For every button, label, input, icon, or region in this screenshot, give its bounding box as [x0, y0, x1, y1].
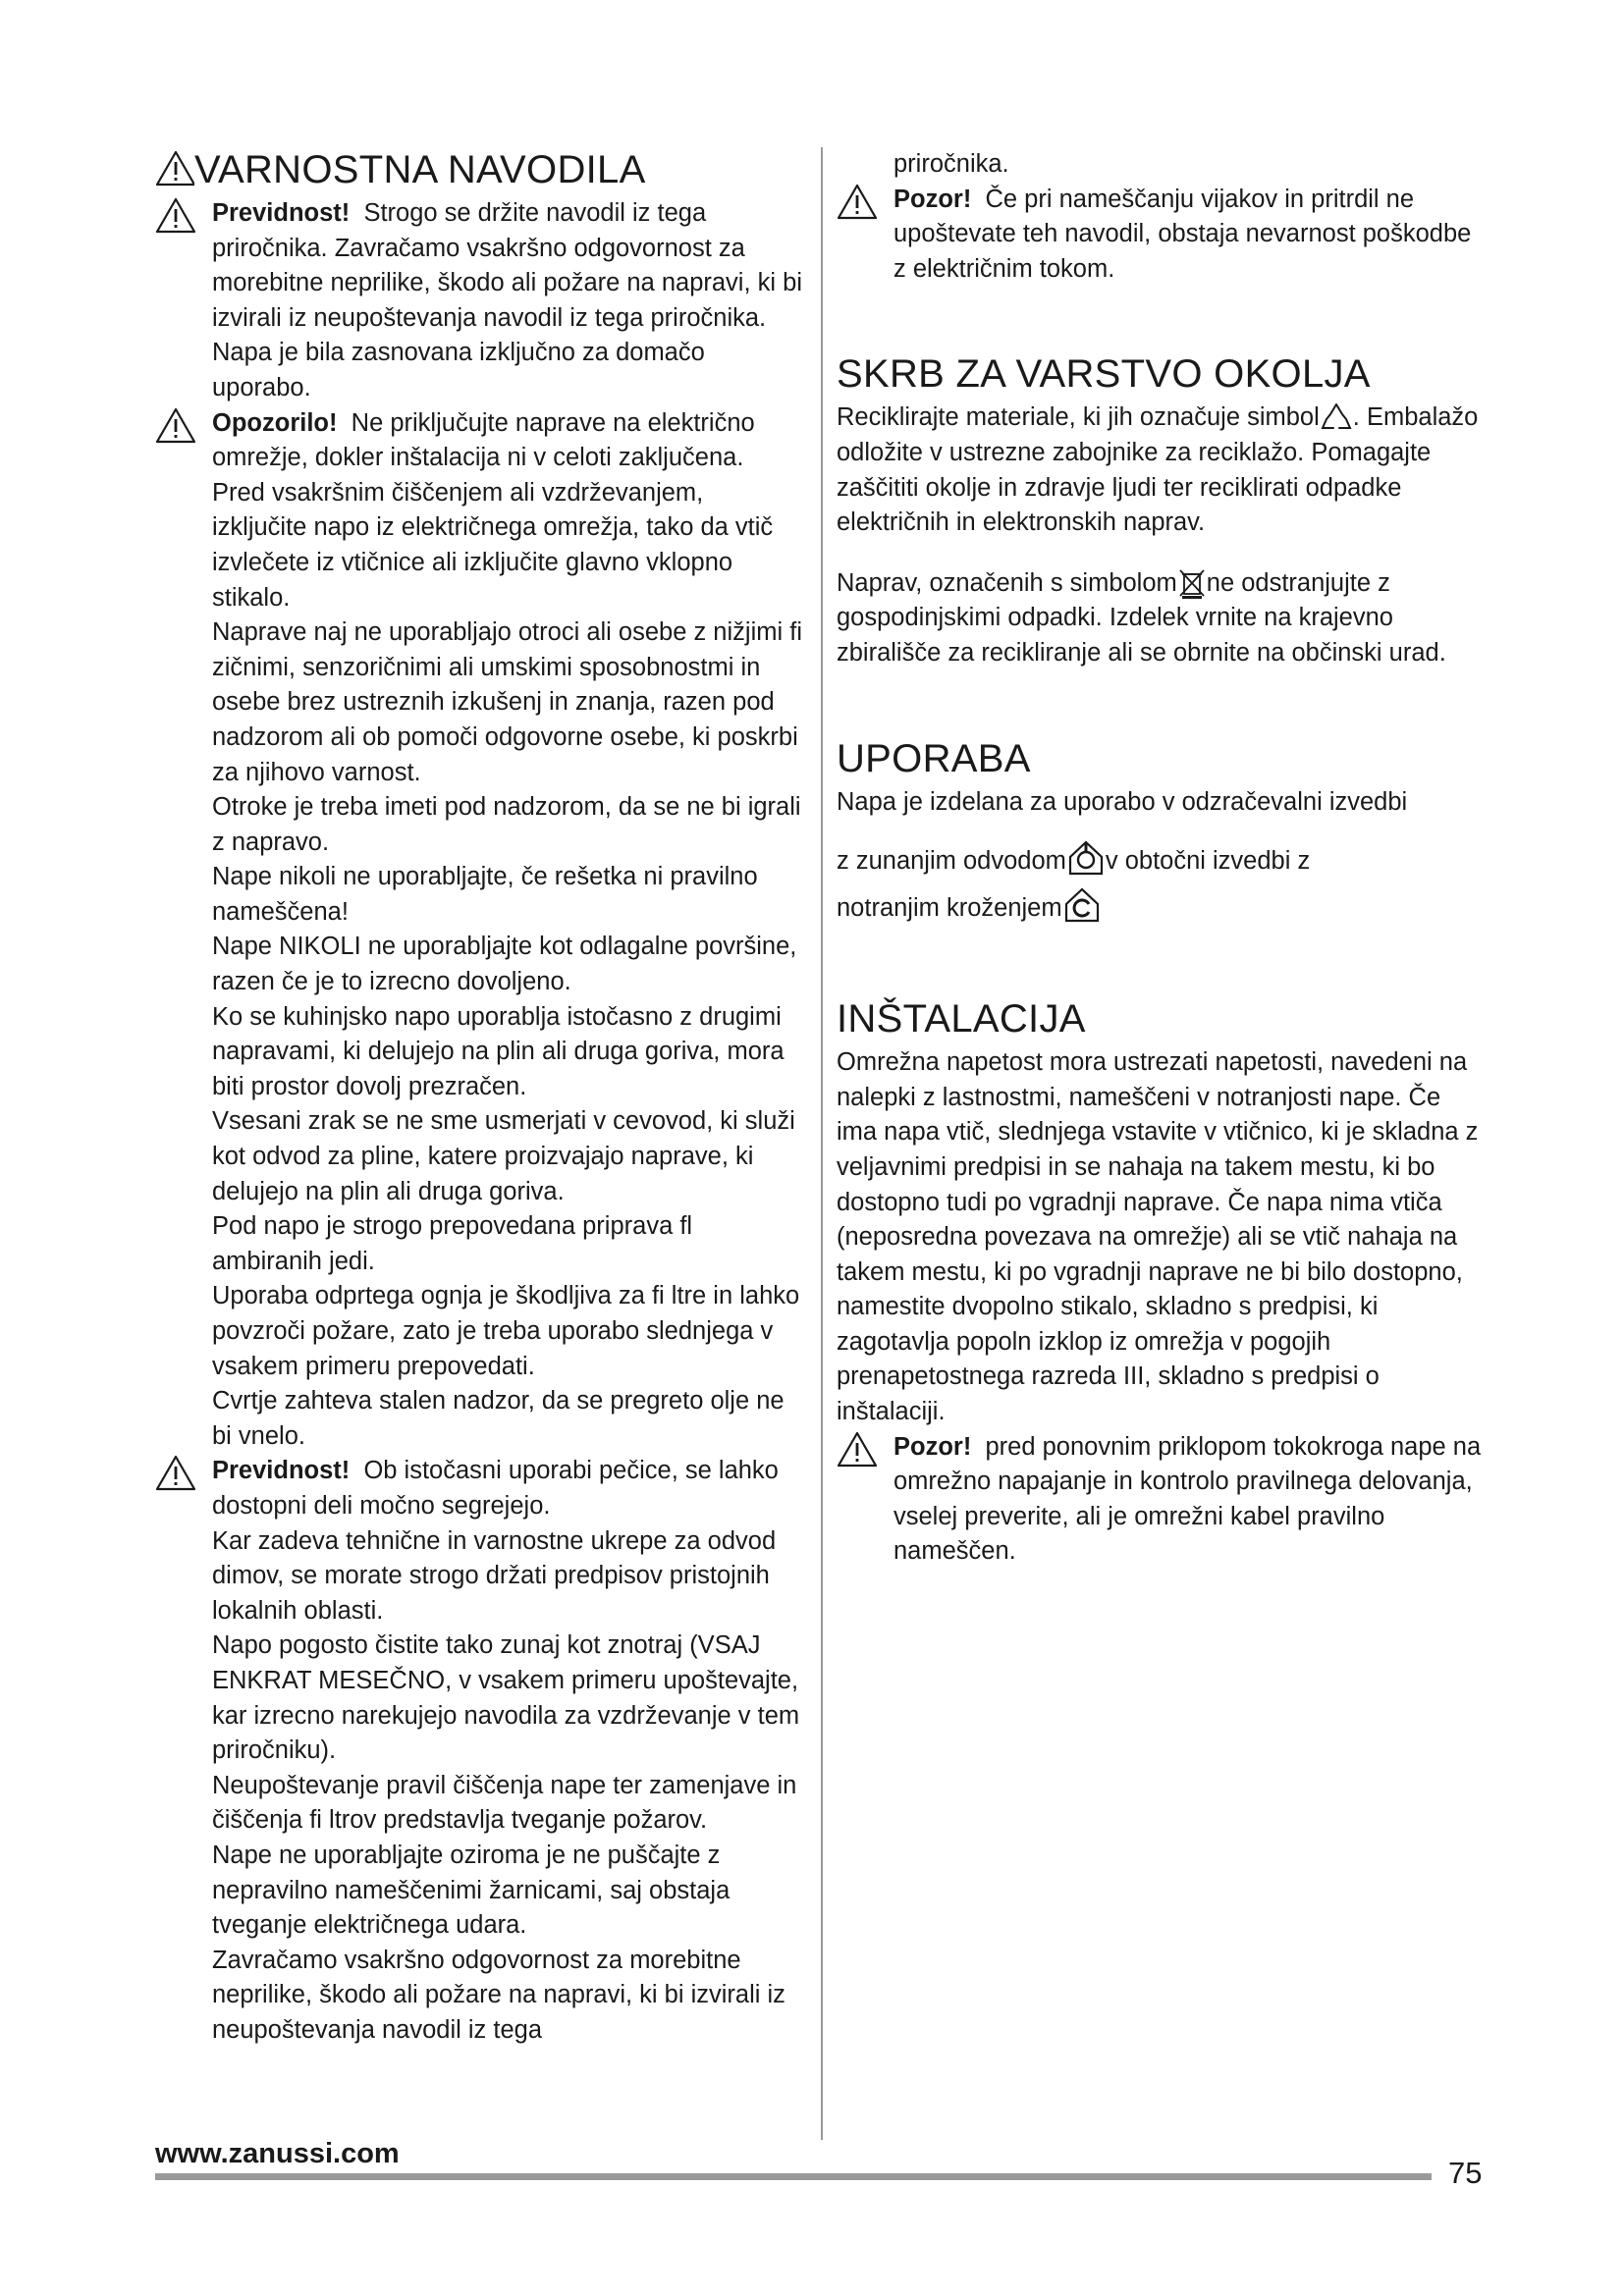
paragraph: Vsesani zrak se ne sme usmerjati v cevovod, ki služi kot odvod za pline, katere proizvajajo naprave, ki delujejo na plin ali druga goriva.: [212, 1107, 795, 1205]
installation-paragraph: Omrežna napetost mora ustrezati napetosti, navedeni na nalepki z lastnostmi, nameščeni v notranjosti nape. Če ima napa vtič, slednjega vstavite v vtičnico, ki je skladna z veljavnimi predpisi in se nahaja na takem mestu, ki bo dostopno tudi po vgradnji naprave. Če napa nima vtiča (neposredna povezava na omrežje) ali se vtič nahaja na takem mestu, ki po vgradnji naprave ne bi bilo dostopno, namestite dvopolno stikalo, skladno s predpisi, ki zagotavlja popoln izklop iz omrežja v pogojih prenapetostnega razreda III, skladno s predpisi o inštalaciji.: [837, 1048, 1479, 1426]
attention-text: pred ponovnim priklopom tokokroga nape na omrežno napajanje in kontrolo pravilnega delovanja, vselej preverite, ali je omrežni kabel pravilno nameščen.: [893, 1432, 1482, 1566]
caution-text: Ob istočasni uporabi pečice, se lahko dostopni deli močno segrejejo.: [212, 1457, 779, 1520]
caution-note-oven: [155, 1454, 803, 1523]
external-exhaust-icon: [1066, 837, 1106, 877]
attention-keyword: Pozor!: [893, 1432, 972, 1461]
section-title-usage: UPORABA: [837, 736, 1031, 780]
continued-text: priročnika.: [893, 150, 1009, 178]
usage-line-1: Napa je izdelana za uporabo v odzračevalni izvedbi: [837, 787, 1408, 816]
usage-line-2: z zunanjim odvodom v obtočni izvedbi z: [837, 837, 1485, 884]
section-title-installation: INŠTALACIJA: [837, 997, 1086, 1041]
attention-note: [837, 183, 1485, 288]
caution-keyword: Previdnost!: [212, 1457, 351, 1485]
recycle-icon: [1320, 401, 1353, 433]
warning-icon: [155, 149, 194, 187]
caution-text: Strogo se držite navodil iz tega priročnika. Zavračamo vsakršno odgovornost za morebitne neprilike, škodo ali požare na napravi, ki bi izvirali iz neupoštevanja navodil iz tega priročnika. Napa je bila zasnovana izključno za domačo uporabo.: [212, 199, 802, 401]
warning-icon: [155, 406, 196, 444]
safety-paragraphs: [155, 615, 803, 1454]
caution-note: [155, 196, 803, 406]
footer-rule: [155, 2173, 1432, 2180]
section-title-environment: SKRB ZA VARSTVO OKOLJA: [837, 352, 1371, 397]
paragraph: Kar zadeva tehnične in varnostne ukrepe za odvod dimov, se morate strogo držati predpisov pristojnih lokalnih oblasti.: [212, 1526, 777, 1625]
paragraph: Zavračamo vsakršno odgovornost za morebitne neprilike, škodo ali požare na napravi, ki bi izvirali iz neupoštevanja navodil iz tega: [212, 1946, 785, 2044]
paragraph: Naprave naj ne uporabljajo otroci ali osebe z nižjimi fi zičnimi, senzoričnimi ali umskimi sposobnostmi in osebe brez ustreznih izkušenj in znanja, razen pod nadzorom ali ob pomoči odgovorne osebe, ki poskrbi za njihovo varnost.: [212, 618, 802, 786]
attention-keyword: Pozor!: [893, 185, 972, 213]
left-column: [155, 147, 803, 2048]
right-column: [837, 147, 1485, 1570]
warning-text: Ne priključujte naprave na električno omrežje, dokler inštalacija ni v celoti zaključena. Pred vsakršnim čiščenjem ali vzdrževanjem, izključite napo iz električnega omrežja, tako da vtič izvlečete iz vtičnice ali izključite glavno vklopno stikalo.: [212, 408, 774, 612]
caution-keyword: Previdnost!: [212, 199, 351, 227]
paragraph: Uporaba odprtega ognja je škodljiva za fi ltre in lahko povzroči požare, zato je treba uporabo slednjega v vsakem primeru prepovedati.: [212, 1282, 800, 1380]
paragraph: Ko se kuhinjsko napo uporablja istočasno z drugimi napravami, ki delujejo na plin ali druga goriva, mora biti prostor dovolj prezračen.: [212, 1002, 785, 1100]
footer-website-link[interactable]: www.zanussi.com: [155, 2138, 400, 2169]
warning-keyword: Opozorilo!: [212, 408, 338, 437]
column-divider: [821, 147, 823, 2140]
warning-icon: [155, 196, 196, 234]
safety-paragraphs-2: [155, 1524, 803, 2049]
page-number: 75: [1448, 2156, 1483, 2190]
paragraph: Nape NIKOLI ne uporabljajte kot odlagalne površine, razen če je to izrecno dovoljeno.: [212, 933, 797, 996]
usage-line-3: notranjim kroženjem: [837, 884, 1485, 932]
attention-note-2: [837, 1430, 1485, 1570]
attention-text: Če pri nameščanju vijakov in pritrdil ne upoštevate teh navodil, obstaja nevarnost poškodbe z električnim tokom.: [893, 185, 1472, 283]
section-title-safety: VARNOSTNA NAVODILA: [155, 147, 803, 192]
warning-icon: [837, 183, 878, 220]
paragraph: Pod napo je strogo prepovedana priprava fl ambiranih jedi.: [212, 1212, 693, 1275]
environment-paragraph-2: Naprav, označenih s simbolom ne odstranjujte z gospodinjskimi odpadki. Izdelek vrnite na krajevno zbirališče za recikliranje ali se obrnite na občinski urad.: [837, 568, 1446, 667]
recirculation-icon: [1062, 884, 1102, 924]
environment-paragraph: Reciklirajte materiale, ki jih označuje simbol . Embalažo odložite v ustrezne zabojnike za reciklažo. Pomagajte zaščititi okolje in zdravje ljudi ter reciklirati odpadke električnih in elektronskih naprav.: [837, 403, 1479, 537]
warning-note: [155, 406, 803, 616]
paragraph: Napo pogosto čistite tako zunaj kot znotraj (VSAJ ENKRAT MESEČNO, v vsakem primeru upoštevajte, kar izrecno narekujejo navodila za vzdrževanje v tem priročniku).: [212, 1631, 800, 1765]
paragraph: Nape nikoli ne uporabljajte, če rešetka ni pravilno nameščena!: [212, 863, 758, 926]
paragraph: Otroke je treba imeti pod nadzorom, da se ne bi igrali z napravo.: [212, 793, 801, 856]
crossed-bin-icon: [1177, 567, 1207, 599]
paragraph: Cvrtje zahteva stalen nadzor, da se pregreto olje ne bi vnelo.: [212, 1387, 785, 1450]
paragraph: Nape ne uporabljajte oziroma je ne puščajte z nepravilno nameščenimi žarnicami, saj obstaja tveganje električnega udara.: [212, 1841, 731, 1940]
warning-icon: [155, 1454, 196, 1491]
paragraph: Neupoštevanje pravil čiščenja nape ter zamenjave in čiščenja fi ltrov predstavlja tveganje požarov.: [212, 1771, 797, 1835]
warning-icon: [837, 1430, 878, 1468]
